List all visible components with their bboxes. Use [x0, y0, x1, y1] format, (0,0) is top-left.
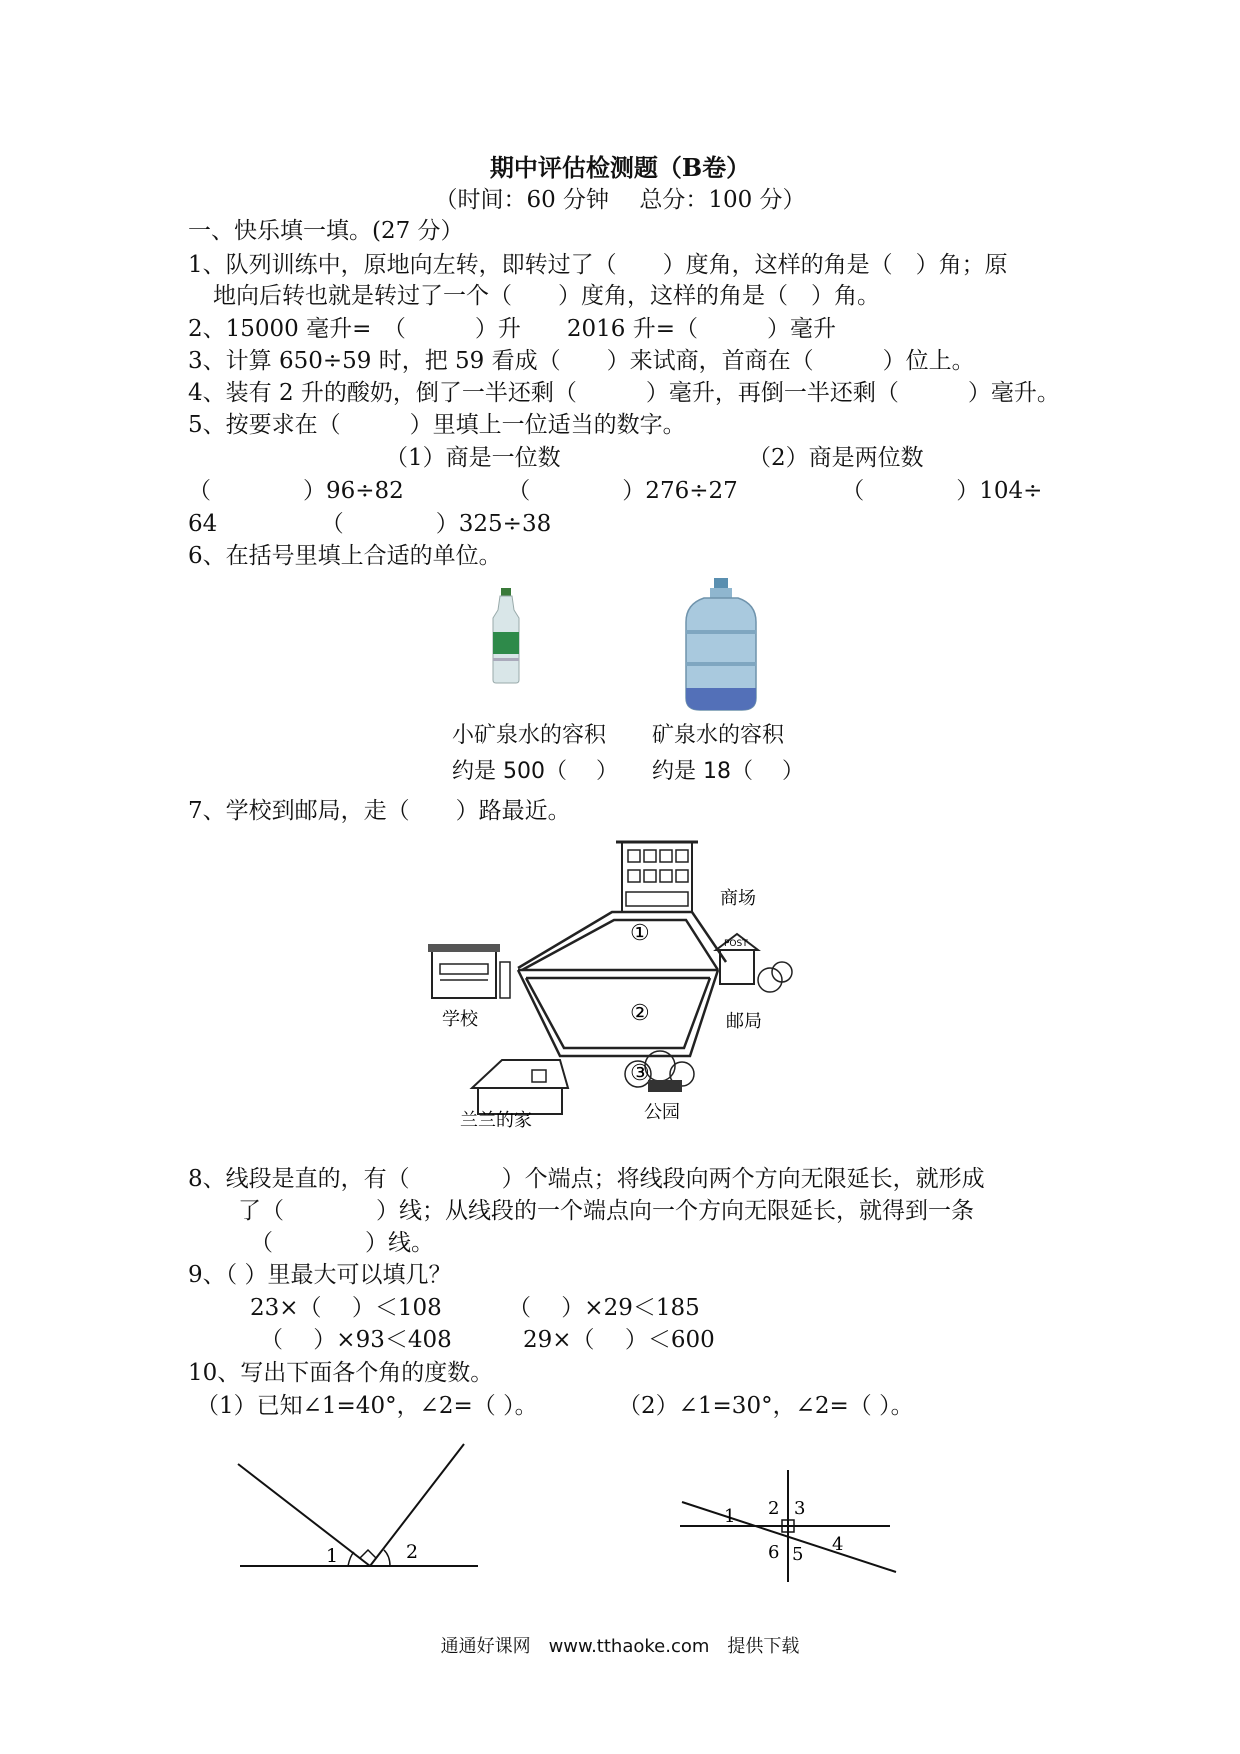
question-1-line-1: 1、队列训练中，原地向左转，即转过了（ ）度角，这样的角是（ ）角；原 — [188, 252, 1008, 278]
angle-2-label: 2 — [406, 1541, 419, 1563]
question-5-sub-1: （1）商是一位数 — [385, 445, 561, 471]
small-bottle-image — [488, 588, 524, 684]
route-3-road — [518, 970, 718, 1056]
section-heading: 一、快乐填一填。(27 分） — [188, 218, 464, 244]
fig2-angle-6-label: 6 — [768, 1542, 780, 1563]
question-5-row-2: 64 （ ）325÷38 — [188, 511, 552, 537]
post-sign-label: POST — [724, 939, 748, 949]
question-5-sub-2: （2）商是两位数 — [748, 445, 924, 471]
question-5: 5、按要求在（ ）里填上一位适当的数字。 — [188, 412, 686, 438]
fig2-angle-2-label: 2 — [768, 1498, 780, 1519]
angle-1-label: 1 — [326, 1545, 339, 1567]
question-1-line-2: 地向后转也就是转过了一个（ ）度角，这样的角是（ ）角。 — [213, 283, 880, 309]
question-9-item-1: 23×（ ）＜108 — [250, 1295, 442, 1321]
question-8-line-1: 8、线段是直的，有（ ）个端点；将线段向两个方向无限延长，就形成 — [188, 1166, 985, 1192]
question-9-item-4: 29×（ ）＜600 — [523, 1327, 715, 1353]
large-water-jug-image — [682, 578, 760, 712]
mall-label: 商场 — [720, 888, 756, 909]
route-3-road-inner — [526, 978, 710, 1048]
fig2-angle-3-label: 3 — [794, 1498, 806, 1519]
route-1-road-inner — [522, 920, 718, 970]
footer-credit: 通通好课网 www.tthaoke.com 提供下载 — [440, 1636, 800, 1657]
question-9-item-2: （ ）×29＜185 — [508, 1295, 700, 1321]
question-7: 7、学校到邮局，走（ ）路最近。 — [188, 798, 571, 824]
question-4: 4、装有 2 升的酸奶，倒了一半还剩（ ）毫升，再倒一半还剩（ ）毫升。 — [188, 380, 1060, 406]
question-9-item-3: （ ）×93＜408 — [260, 1327, 452, 1353]
question-10: 10、写出下面各个角的度数。 — [188, 1360, 494, 1386]
small-bottle-value: 约是 500（ ） — [452, 759, 618, 784]
angle-figure-2 — [676, 1466, 906, 1586]
large-jug-value: 约是 18（ ） — [652, 759, 804, 784]
route-3-marker: ③ — [630, 1061, 650, 1086]
question-3: 3、计算 650÷59 时，把 59 看成（ ）来试商，首商在（ ）位上。 — [188, 348, 975, 374]
post-office-label: 邮局 — [726, 1011, 762, 1032]
fig2-angle-1-label: 1 — [724, 1506, 736, 1527]
fig2-angle-5-label: 5 — [792, 1544, 804, 1565]
question-6: 6、在括号里填上合适的单位。 — [188, 543, 502, 569]
mall-building-icon — [616, 842, 698, 912]
home-house-icon — [472, 1060, 568, 1114]
question-8-line-3: （ ）线。 — [250, 1230, 434, 1256]
question-10-sub-2: （2）∠1=30°，∠2=（ ）。 — [618, 1393, 914, 1419]
question-9: 9、（ ）里最大可以填几？ — [188, 1262, 452, 1288]
route-2-marker: ② — [630, 1001, 650, 1026]
question-2: 2、15000 毫升= （ ）升 2016 升=（ ）毫升 — [188, 316, 836, 342]
park-label: 公园 — [644, 1102, 680, 1123]
school-building-icon — [428, 944, 510, 998]
school-label: 学校 — [442, 1009, 478, 1030]
angle-figure-1 — [230, 1440, 490, 1575]
question-5-row-1: （ ）96÷82 （ ）276÷27 （ ）104÷ — [188, 478, 1043, 504]
fig2-angle-4-label: 4 — [832, 1534, 844, 1555]
page-title: 期中评估检测题（B卷） — [489, 153, 751, 182]
question-10-sub-1: （1）已知∠1=40°，∠2=（ ）。 — [196, 1393, 538, 1419]
home-label: 兰兰的家 — [460, 1110, 532, 1130]
large-jug-caption: 矿泉水的容积 — [652, 723, 785, 748]
small-bottle-caption: 小矿泉水的容积 — [452, 723, 607, 748]
question-8-line-2: 了（ ）线；从线段的一个端点向一个方向无限延长，就得到一条 — [238, 1198, 974, 1224]
route-1-marker: ① — [630, 921, 650, 946]
route-map — [420, 830, 810, 1130]
exam-info: （时间：60 分钟 总分：100 分） — [434, 187, 806, 213]
